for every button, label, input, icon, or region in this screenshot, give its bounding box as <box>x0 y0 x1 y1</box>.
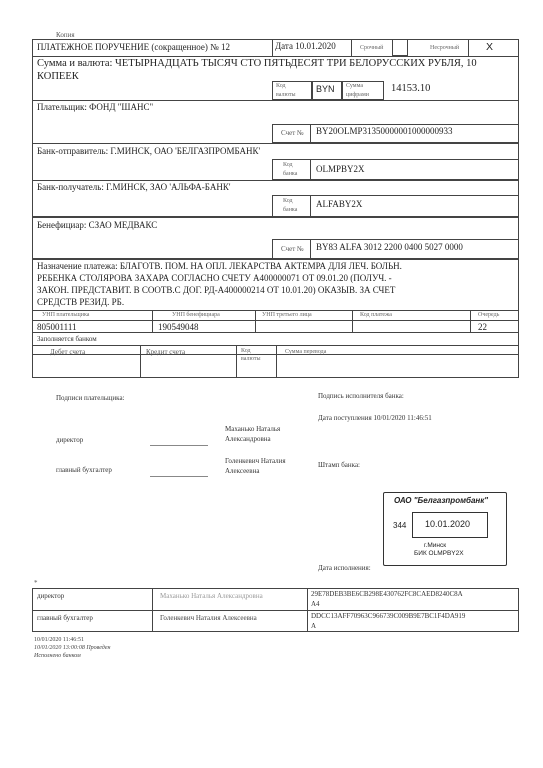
purpose-line1: Назначение платежа: БЛАГОТВ. ПОМ. НА ОПЛ. ЛЕКАРСТВА АКТЕМРА ДЛЯ ЛЕЧ. БОЛЬН. <box>37 261 402 271</box>
divider <box>32 310 519 311</box>
document-date: Дата 10.01.2020 <box>275 41 336 51</box>
divider <box>32 610 519 611</box>
debit-label: Дебет счета <box>50 348 86 356</box>
currency-code-label: Код <box>276 83 286 89</box>
non-urgent-mark: X <box>486 41 494 53</box>
sender-bank-code: OLMPBY2X <box>316 164 365 174</box>
stamp-bank-name: ОАО "Белгазпромбанк" <box>394 496 489 505</box>
currency-value: BYN <box>316 84 335 94</box>
asterisk: * <box>34 579 38 587</box>
divider <box>351 39 352 56</box>
unp-payer-label: УНП плательщика <box>42 312 90 318</box>
ecp-role: директор <box>37 592 65 600</box>
ecp-name: Маханько Наталья Александровна <box>160 592 263 600</box>
beneficiary-account-label: Счет № <box>281 245 304 253</box>
credit-label: Кредит счета <box>146 348 186 356</box>
accountant-signature-line <box>150 476 208 477</box>
director-signature-line <box>150 445 208 446</box>
accountant-name: Алексеевна <box>225 467 260 475</box>
divider <box>32 320 519 321</box>
ecp-hash: A4 <box>311 600 320 608</box>
amount-words-line1: Сумма и валюта: ЧЕТЫРНАДЦАТЬ ТЫСЯЧ СТО ПЯТЬДЕСЯТ ТРИ БЕЛОРУССКИХ РУБЛЯ, 10 <box>37 58 477 69</box>
purpose-line2: РЕБЕНКА СТОЛЯРОВА ЗАХАРА СОГЛАСНО СЧЕТУ А400000071 ОТ 09.01.20 (ПОЛУЧ. - <box>37 273 392 283</box>
divider <box>32 100 519 101</box>
payer-signatures-label: Подписи плательщика: <box>56 394 125 402</box>
bank-currency-label: Код <box>241 348 251 354</box>
purpose-line4: СРЕДСТВ РЕЗИД. РБ. <box>37 297 125 307</box>
footer-line1: 10/01/2020 11:46:51 <box>34 637 84 643</box>
accountant-name: Голенкевич Наталия <box>225 457 286 465</box>
transfer-amount-label: Сумма перевода <box>285 349 327 355</box>
beneficiary-label: Бенефициар: СЗАО МЕДВАКС <box>37 220 158 230</box>
ecp-name: Голенкевич Наталия Алексеевна <box>160 614 257 622</box>
director-name: Маханько Наталья <box>225 425 281 433</box>
bank-code-label: банка <box>283 207 298 213</box>
ecp-hash: A <box>311 622 317 630</box>
recipient-bank-code: ALFABY2X <box>316 199 363 209</box>
director-label: директор <box>56 436 84 444</box>
copy-label: Копия <box>56 31 75 39</box>
document-title: ПЛАТЕЖНОЕ ПОРУЧЕНИЕ (сокращенное) № 12 <box>37 42 230 52</box>
bank-signature-label: Подпись исполнителя банка: <box>318 392 404 400</box>
recipient-bank-label: Банк-получатель: Г.МИНСК, ЗАО 'АЛЬФА-БАНК' <box>37 182 231 192</box>
bank-stamp-label: Штамп банка: <box>318 461 360 469</box>
director-name: Александровна <box>225 435 271 443</box>
unp-payer: 805001111 <box>37 322 77 332</box>
bank-section-table <box>32 345 519 378</box>
footer-line3: Исполнено банком <box>34 653 81 659</box>
bank-code-label: Код <box>283 162 293 168</box>
ecp-role: главный бухгалтер <box>37 614 93 622</box>
divider <box>310 195 311 217</box>
sum-label: Сумма <box>346 83 363 89</box>
divider <box>152 310 153 332</box>
payer-label: Плательщик: ФОНД "ШАНС" <box>37 102 154 112</box>
payment-code-label: Код платежа <box>360 312 392 318</box>
unp-third-party-label: УНП третьего лица <box>262 312 312 318</box>
bank-code-label: банка <box>283 171 298 177</box>
execution-date-label: Дата исполнения: <box>318 564 371 572</box>
bank-currency-label: валюты <box>241 356 261 362</box>
divider <box>470 310 471 332</box>
divider <box>255 310 256 332</box>
accountant-label: главный бухгалтер <box>56 466 112 474</box>
purpose-line3: ЗАКОН. ПРЕДСТАВИТ. В СООТВ.С ДОГ. РД-А400000214 ОТ 10.01.20) ОКАЗЫВ. ЗА СЧЕТ <box>37 285 396 295</box>
divider <box>310 124 311 143</box>
unp-beneficiary: 190549048 <box>158 322 199 332</box>
divider <box>310 159 311 180</box>
sum-label: цифрами <box>346 92 369 98</box>
bank-code-label: Код <box>283 198 293 204</box>
stamp-bic: БИК OLMPBY2X <box>414 550 464 557</box>
queue-value: 22 <box>478 322 487 332</box>
currency-code-label: валюты <box>276 92 296 98</box>
sum-value: 14153.10 <box>391 83 431 94</box>
divider <box>352 310 353 332</box>
divider <box>32 332 519 333</box>
queue-label: Очередь <box>478 312 500 318</box>
divider <box>310 239 311 259</box>
urgent-checkbox <box>392 39 408 56</box>
divider <box>32 180 519 181</box>
stamp-number: 344 <box>393 521 407 530</box>
payer-account: BY20OLMP31350000001000000933 <box>316 126 453 136</box>
urgent-label: Срочный <box>360 45 384 51</box>
divider <box>272 39 273 56</box>
divider <box>32 56 519 57</box>
ecp-hash: 29E78DEB3BE6CB298E430762FC8CAED8240C8A <box>311 590 463 598</box>
beneficiary-account: BY83 ALFA 3012 2200 0400 5027 0000 <box>316 242 463 252</box>
footer-line2: 10/01/2020 13:00:08 Проведен <box>34 645 111 651</box>
non-urgent-label: Несрочный <box>430 45 460 51</box>
stamp-city: г.Минск <box>424 542 447 549</box>
payer-account-label: Счет № <box>281 129 304 137</box>
unp-beneficiary-label: УНП бенефициара <box>172 312 220 318</box>
divider <box>468 39 469 56</box>
ecp-hash: DDCC13AFF70963C966739C009B9E7BC1F4DA919 <box>311 612 466 620</box>
sender-bank-label: Банк-отправитель: Г.МИНСК, ОАО 'БЕЛГАЗПРОМБАНК' <box>37 146 261 156</box>
divider <box>152 588 153 632</box>
stamp-date: 10.01.2020 <box>425 519 471 529</box>
bank-section-title: Заполняется банком <box>37 335 97 343</box>
amount-words-line2: КОПЕЕК <box>37 71 79 82</box>
received-date: Дата поступления 10/01/2020 11:46:51 <box>318 414 432 422</box>
divider <box>307 588 308 632</box>
divider <box>32 143 519 144</box>
